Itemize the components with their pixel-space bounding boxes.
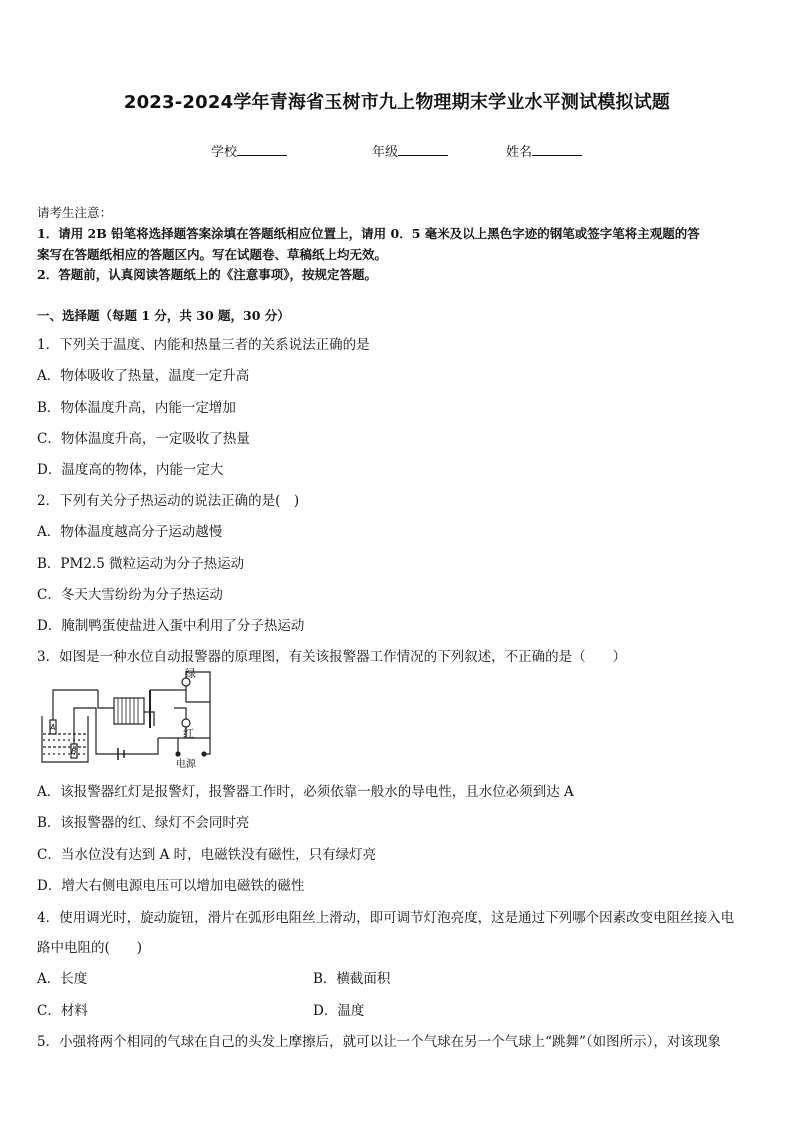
q4-stem-line-2: 路中电阻的( ): [37, 940, 143, 956]
name-blank[interactable]: [532, 143, 582, 156]
q2-option-a: A．物体温度越高分子运动越慢: [37, 524, 223, 540]
point-a-label: A: [50, 723, 56, 732]
q4-option-b: B．横截面积: [313, 971, 391, 987]
q5-stem-line-1: 5．小强将两个相同的气球在自己的头发上摩擦后，就可以让一个气球在另一个气球上“跳舞”（如图所示），对该现象: [37, 1034, 721, 1050]
electromagnet: [114, 698, 144, 724]
red-lamp-label: 红: [183, 727, 194, 740]
notice-item-2: 2．答题前，认真阅读答题纸上的《注意事项》，按规定答题。: [37, 267, 377, 282]
q2-option-c: C．冬天大雪纷纷为分子热运动: [37, 587, 223, 603]
q2-option-b: B．PM2.5 微粒运动为分子热运动: [37, 556, 245, 572]
grade-label: 年级: [372, 145, 399, 160]
exam-title: 2023-2024学年青海省玉树市九上物理期末学业水平测试模拟试题: [123, 92, 671, 113]
q2-stem: 2．下列有关分子热运动的说法正确的是( ): [37, 493, 300, 509]
q4-option-c: C．材料: [37, 1003, 88, 1019]
green-lamp-label: 绿: [185, 668, 196, 680]
school-label: 学校: [211, 145, 238, 160]
name-field[interactable]: [506, 141, 582, 160]
school-field[interactable]: [211, 141, 287, 160]
q3-stem: 3．如图是一种水位自动报警器的原理图，有关该报警器工作情况的下列叙述，不正确的是（ ）: [37, 649, 627, 665]
notice-item-1-line-2: 案写在答题纸相应的答题区内。写在试题卷、草稿纸上均无效。: [37, 247, 388, 262]
q1-option-d: D．温度高的物体，内能一定大: [37, 462, 224, 478]
grade-field[interactable]: [372, 141, 448, 160]
q3-option-a: A．该报警器红灯是报警灯，报警器工作时，必须依靠一般水的导电性，且水位必须到达 A: [37, 784, 574, 800]
q4-option-d: D．温度: [313, 1003, 365, 1019]
notice-item-1-line-1: 1．请用 2B 铅笔将选择题答案涂填在答题纸相应位置上，请用 0．5 毫米及以上黑色字迹的钢笔或签字笔将主观题的答: [37, 226, 700, 241]
q1-option-a: A．物体吸收了热量，温度一定升高: [37, 368, 250, 384]
q1-stem: 1．下列关于温度、内能和热量三者的关系说法正确的是: [37, 337, 370, 353]
q1-option-c: C．物体温度升高，一定吸收了热量: [37, 431, 250, 447]
name-label: 姓名: [506, 145, 533, 160]
grade-blank[interactable]: [398, 143, 448, 156]
notice-heading: 请考生注意：: [37, 205, 113, 220]
section-heading: 一、选择题（每题 1 分，共 30 题，30 分）: [37, 308, 290, 323]
q3-option-d: D．增大右侧电源电压可以增加电磁铁的磁性: [37, 878, 305, 894]
q3-option-c: C．当水位没有达到 A 时，电磁铁没有磁性，只有绿灯亮: [37, 847, 377, 863]
water-container: [42, 716, 88, 762]
red-lamp: [182, 719, 190, 727]
q2-option-d: D．腌制鸭蛋使盐进入蛋中利用了分子热运动: [37, 618, 305, 634]
q3-option-b: B．该报警器的红、绿灯不会同时亮: [37, 815, 250, 831]
school-blank[interactable]: [237, 143, 287, 156]
water-level-alarm-diagram: [38, 668, 218, 768]
q4-stem-line-1: 4．使用调光时，旋动旋钮，滑片在弧形电阻丝上滑动，即可调节灯泡亮度，这是通过下列哪个因素改变电阻丝接入电: [37, 910, 735, 926]
power-source-label: 电源: [176, 759, 196, 768]
q4-option-a: A．长度: [37, 971, 88, 987]
point-b-label: B: [71, 747, 77, 756]
q1-option-b: B．物体温度升高，内能一定增加: [37, 400, 236, 416]
